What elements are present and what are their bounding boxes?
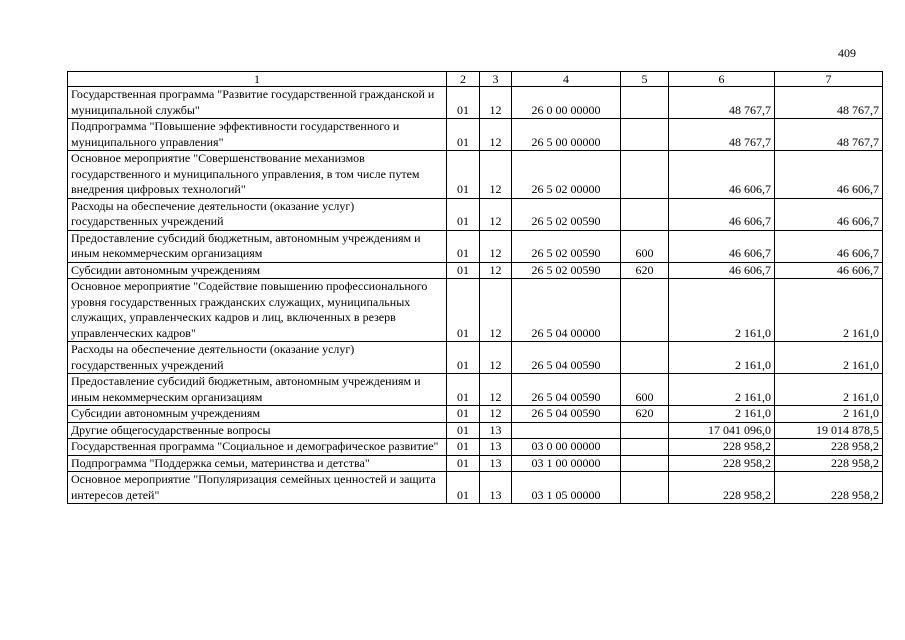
amount-column-6-cell: 48 767,7 — [669, 87, 775, 119]
amount-column-7-cell: 48 767,7 — [775, 87, 883, 119]
amount-column-6-cell: 2 161,0 — [669, 342, 775, 374]
column-header: 5 — [621, 72, 669, 87]
row-name-cell: Подпрограмма "Поддержка семьи, материнства и детства" — [68, 455, 447, 472]
amount-column-7-cell: 228 958,2 — [775, 472, 883, 504]
target-item-code-cell: 26 5 02 00000 — [512, 151, 621, 199]
amount-column-7-cell: 48 767,7 — [775, 119, 883, 151]
expense-type-cell — [621, 87, 669, 119]
section-code-cell: 01 — [447, 262, 480, 279]
expense-type-cell — [621, 279, 669, 342]
section-code-cell: 01 — [447, 406, 480, 423]
column-header: 6 — [669, 72, 775, 87]
subsection-code-cell: 12 — [480, 151, 512, 199]
amount-column-6-cell: 46 606,7 — [669, 198, 775, 230]
amount-column-7-cell: 228 958,2 — [775, 455, 883, 472]
page-number: 409 — [838, 46, 856, 60]
section-code-cell: 01 — [447, 151, 480, 199]
expense-type-cell — [621, 342, 669, 374]
subsection-code-cell: 13 — [480, 455, 512, 472]
target-item-code-cell: 26 5 00 00000 — [512, 119, 621, 151]
table-row — [68, 151, 883, 199]
expense-type-cell — [621, 198, 669, 230]
section-code-cell: 01 — [447, 455, 480, 472]
section-code-cell: 01 — [447, 472, 480, 504]
section-code-cell: 01 — [447, 342, 480, 374]
column-header: 1 — [68, 72, 447, 87]
amount-column-6-cell: 46 606,7 — [669, 151, 775, 199]
amount-column-6-cell: 17 041 096,0 — [669, 422, 775, 439]
section-code-cell: 01 — [447, 422, 480, 439]
subsection-code-cell: 13 — [480, 422, 512, 439]
subsection-code-cell: 12 — [480, 230, 512, 262]
expense-type-cell: 600 — [621, 230, 669, 262]
amount-column-6-cell: 46 606,7 — [669, 230, 775, 262]
section-code-cell: 01 — [447, 374, 480, 406]
target-item-code-cell — [512, 422, 621, 439]
subsection-code-cell: 12 — [480, 119, 512, 151]
amount-column-6-cell: 228 958,2 — [669, 472, 775, 504]
section-code-cell: 01 — [447, 439, 480, 456]
amount-column-6-cell: 2 161,0 — [669, 374, 775, 406]
subsection-code-cell: 12 — [480, 198, 512, 230]
table-row — [68, 198, 883, 230]
row-name-cell: Основное мероприятие "Совершенствование механизмов государственного и муниципального управления, в том числе путем внедрения цифровых технологий" — [68, 151, 447, 199]
amount-column-7-cell: 46 606,7 — [775, 151, 883, 199]
amount-column-7-cell: 46 606,7 — [775, 262, 883, 279]
table-row — [68, 119, 883, 151]
subsection-code-cell: 13 — [480, 439, 512, 456]
target-item-code-cell: 03 0 00 00000 — [512, 439, 621, 456]
amount-column-7-cell: 228 958,2 — [775, 439, 883, 456]
target-item-code-cell: 26 5 02 00590 — [512, 198, 621, 230]
subsection-code-cell: 13 — [480, 472, 512, 504]
row-name-cell: Субсидии автономным учреждениям — [68, 406, 447, 423]
row-name-cell: Другие общегосударственные вопросы — [68, 422, 447, 439]
amount-column-6-cell: 48 767,7 — [669, 119, 775, 151]
amount-column-7-cell: 19 014 878,5 — [775, 422, 883, 439]
subsection-code-cell: 12 — [480, 406, 512, 423]
subsection-code-cell: 12 — [480, 262, 512, 279]
amount-column-6-cell: 2 161,0 — [669, 406, 775, 423]
target-item-code-cell: 03 1 05 00000 — [512, 472, 621, 504]
amount-column-7-cell: 2 161,0 — [775, 374, 883, 406]
expense-type-cell — [621, 151, 669, 199]
amount-column-6-cell: 2 161,0 — [669, 279, 775, 342]
amount-column-6-cell: 46 606,7 — [669, 262, 775, 279]
row-name-cell: Подпрограмма "Повышение эффективности государственного и муниципального управления" — [68, 119, 447, 151]
row-name-cell: Предоставление субсидий бюджетным, автономным учреждениям и иным некоммерческим организациям — [68, 374, 447, 406]
target-item-code-cell: 03 1 00 00000 — [512, 455, 621, 472]
section-code-cell: 01 — [447, 87, 480, 119]
table-header-row — [68, 72, 883, 87]
amount-column-6-cell: 228 958,2 — [669, 455, 775, 472]
budget-table — [67, 71, 883, 504]
table-row — [68, 374, 883, 406]
amount-column-7-cell: 46 606,7 — [775, 198, 883, 230]
table-row — [68, 87, 883, 119]
target-item-code-cell: 26 5 04 00590 — [512, 406, 621, 423]
column-header: 4 — [512, 72, 621, 87]
row-name-cell: Государственная программа "Развитие государственной гражданской и муниципальной службы" — [68, 87, 447, 119]
expense-type-cell: 600 — [621, 374, 669, 406]
table-row — [68, 439, 883, 456]
section-code-cell: 01 — [447, 279, 480, 342]
target-item-code-cell: 26 5 04 00000 — [512, 279, 621, 342]
target-item-code-cell: 26 0 00 00000 — [512, 87, 621, 119]
target-item-code-cell: 26 5 02 00590 — [512, 230, 621, 262]
subsection-code-cell: 12 — [480, 374, 512, 406]
expense-type-cell — [621, 422, 669, 439]
row-name-cell: Расходы на обеспечение деятельности (оказание услуг) государственных учреждений — [68, 342, 447, 374]
table-row — [68, 262, 883, 279]
amount-column-7-cell: 2 161,0 — [775, 279, 883, 342]
column-header: 7 — [775, 72, 883, 87]
expense-type-cell — [621, 472, 669, 504]
table-row — [68, 472, 883, 504]
expense-type-cell: 620 — [621, 262, 669, 279]
expense-type-cell: 620 — [621, 406, 669, 423]
table-row — [68, 279, 883, 342]
subsection-code-cell: 12 — [480, 342, 512, 374]
table-row — [68, 422, 883, 439]
row-name-cell: Основное мероприятие "Популяризация семейных ценностей и защита интересов детей" — [68, 472, 447, 504]
section-code-cell: 01 — [447, 198, 480, 230]
expense-type-cell — [621, 455, 669, 472]
amount-column-7-cell: 2 161,0 — [775, 406, 883, 423]
row-name-cell: Государственная программа "Социальное и демографическое развитие" — [68, 439, 447, 456]
subsection-code-cell: 12 — [480, 87, 512, 119]
section-code-cell: 01 — [447, 119, 480, 151]
row-name-cell: Расходы на обеспечение деятельности (оказание услуг) государственных учреждений — [68, 198, 447, 230]
table-row — [68, 230, 883, 262]
amount-column-7-cell: 2 161,0 — [775, 342, 883, 374]
table-row — [68, 455, 883, 472]
column-header: 3 — [480, 72, 512, 87]
amount-column-7-cell: 46 606,7 — [775, 230, 883, 262]
subsection-code-cell: 12 — [480, 279, 512, 342]
target-item-code-cell: 26 5 04 00590 — [512, 342, 621, 374]
target-item-code-cell: 26 5 04 00590 — [512, 374, 621, 406]
table-row — [68, 406, 883, 423]
amount-column-6-cell: 228 958,2 — [669, 439, 775, 456]
table-row — [68, 342, 883, 374]
row-name-cell: Предоставление субсидий бюджетным, автономным учреждениям и иным некоммерческим организациям — [68, 230, 447, 262]
section-code-cell: 01 — [447, 230, 480, 262]
expense-type-cell — [621, 119, 669, 151]
row-name-cell: Субсидии автономным учреждениям — [68, 262, 447, 279]
column-header: 2 — [447, 72, 480, 87]
row-name-cell: Основное мероприятие "Содействие повышению профессионального уровня государственных гражданских служащих, муниципальных служащих, управленческих кадров и лиц, включенных в резерв управленческих кадров" — [68, 279, 447, 342]
target-item-code-cell: 26 5 02 00590 — [512, 262, 621, 279]
expense-type-cell — [621, 439, 669, 456]
